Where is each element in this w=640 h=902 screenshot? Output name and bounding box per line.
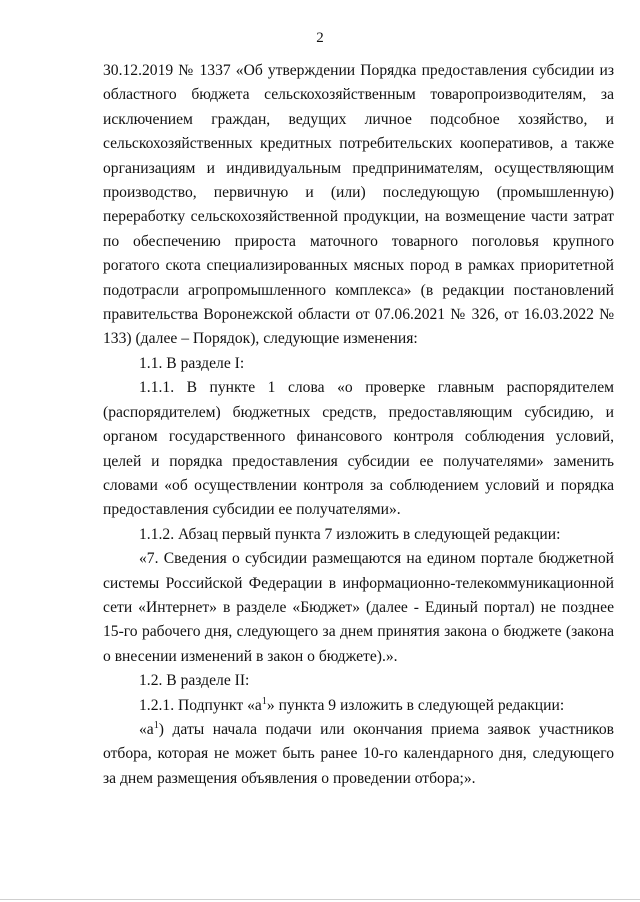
scan-bottom-edge [0, 899, 640, 900]
paragraph-section-1-2-1 [103, 694, 614, 718]
text-run: 1.2. В разделе II: [139, 672, 250, 690]
text-run: 1.2.1. Подпункт «а [139, 696, 262, 714]
paragraph-quote-item-a1 [103, 718, 614, 791]
text-run: 1.1. В разделе I: [139, 354, 245, 372]
text-run: 1.1.1. В пункте 1 слова «о проверке главным распорядителем (распорядителем) бюджетных средств, предоставляющим субсидию, и органом государственного финансового контроля соблюдения условий, целей и порядка предоставления субсидии ее получателями» заменить словами «об осуществлении контроля за соблюдением условий и порядка предоставления субсидии ее получателями». [103, 379, 614, 519]
superscript: 1 [261, 695, 267, 707]
text-run: «а [139, 720, 154, 738]
paragraph-section-1-2 [103, 669, 614, 693]
text-run: ) даты начала подачи или окончания приема заявок участников отбора, которая не может быть ранее 10-го календарного дня, следующего за днем размещения объявления о проведении отбора;». [103, 720, 614, 787]
text-run: » пункта 9 изложить в следующей редакции: [266, 696, 565, 714]
paragraph-intro [103, 59, 614, 352]
paragraph-quote-item-7 [103, 547, 614, 669]
page-number: 2 [316, 30, 324, 46]
document-body [103, 59, 614, 791]
text-run: 1.1.2. Абзац первый пункта 7 изложить в следующей редакции: [139, 525, 561, 543]
superscript: 1 [153, 719, 159, 731]
text-run: «7. Сведения о субсидии размещаются на едином портале бюджетной системы Российской Федерации в информационно-телекоммуникационной сети «Интернет» в разделе «Бюджет» (далее - Единый портал) не позднее 15-го рабочего дня, следующего за днем принятия закона о бюджете (закона о внесении изменений в закон о бюджете).». [103, 550, 614, 665]
paragraph-section-1-1-2 [103, 523, 614, 547]
paragraph-section-1-1 [103, 352, 614, 376]
text-run: 30.12.2019 № 1337 «Об утверждении Порядка предоставления субсидии из областного бюджета сельскохозяйственным товаропроизводителям, за исключением граждан, ведущих личное подсобное хозяйство, и сельскохозяйственных кредитных потребительских кооперативов, а также организациям и индивидуальным предпринимателям, осуществляющим производство, первичную и (или) последующую (промышленную) переработку сельскохозяйственной продукции, на возмещение части затрат по обеспечению прироста маточного товарного поголовья крупного рогатого скота специализированных мясных пород в рамках приоритетной подотрасли агропромышленного комплекса» (в редакции постановлений правительства Воронежской области от 07.06.2021 № 326, от 16.03.2022 № 133) (далее – Порядок), следующие изменения: [103, 62, 614, 348]
paragraph-section-1-1-1 [103, 376, 614, 522]
